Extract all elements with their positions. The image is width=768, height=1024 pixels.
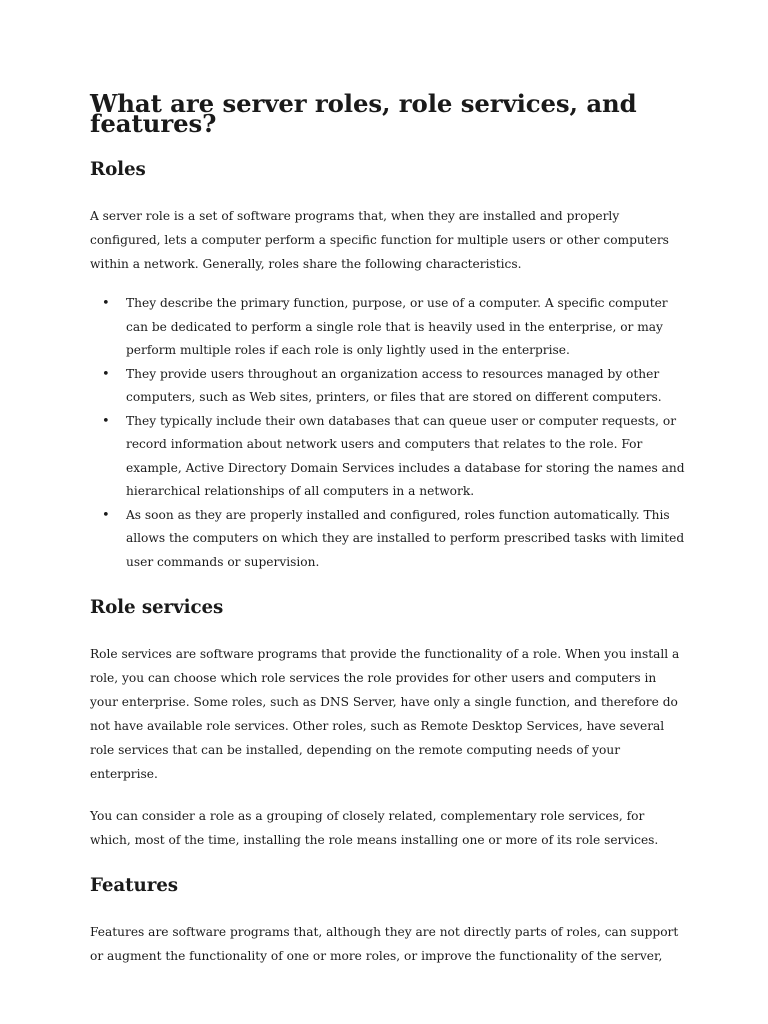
list-item-text: They provide users throughout an organization access to resources managed by other computers, such as Web sites, printers, or files that are stored on different computers. — [126, 366, 662, 404]
role-services-heading: Role services — [90, 597, 224, 618]
list-item-text: As soon as they are properly installed and configured, roles function automatically. This allows the computers on which they are installed to perform prescribed tasks with limited user commands or supervision. — [126, 507, 685, 569]
roles-intro-paragraph: A server role is a set of software programs that, when they are installed and properly configured, lets a computer perform a specific function for multiple users or other computers within a network. Generally, roles share the following characteristics. — [90, 209, 669, 271]
features-paragraph-1: Features are software programs that, although they are not directly parts of roles, can support or augment the functionality of one or more roles, or improve the functionality of the server, — [90, 925, 679, 963]
document-title: What are server roles, role services, and features? — [90, 89, 637, 138]
roles-characteristics-list — [90, 292, 686, 574]
bullet-icon: • — [102, 366, 110, 382]
bullet-icon: • — [102, 507, 110, 523]
bullet-icon: • — [102, 296, 110, 311]
bullet-icon: • — [102, 413, 110, 429]
document-body — [90, 89, 686, 968]
list-item — [90, 363, 686, 410]
role-services-paragraph-2: You can consider a role as a grouping of closely related, complementary role services, for which, most of the time, installing the role means installing one or more of its role services. — [90, 809, 659, 847]
list-item-text: They describe the primary function, purpose, or use of a computer. A specific computer can be dedicated to perform a single role that is heavily used in the enterprise, or may perform multiple roles if each role is only lightly used in the enterprise. — [126, 296, 668, 357]
list-item — [90, 292, 686, 363]
features-heading: Features — [90, 875, 178, 896]
list-item — [90, 410, 686, 504]
roles-heading: Roles — [90, 159, 146, 180]
role-services-paragraph-1: Role services are software programs that provide the functionality of a role. When you install a role, you can choose which role services the role provides for other users and computers in your enterprise. Some roles, such as DNS Server, have only a single function, and therefore do not have available role services. Other roles, such as Remote Desktop Services, have several role services that can be installed, depending on the remote computing needs of your enterprise. — [90, 647, 680, 781]
list-item — [90, 504, 686, 575]
list-item-text: They typically include their own databases that can queue user or computer requests, or record information about network users and computers that relates to the role. For example, Active Directory Domain Services includes a database for storing the names and hierarchical relationships of all computers in a network. — [126, 413, 685, 498]
